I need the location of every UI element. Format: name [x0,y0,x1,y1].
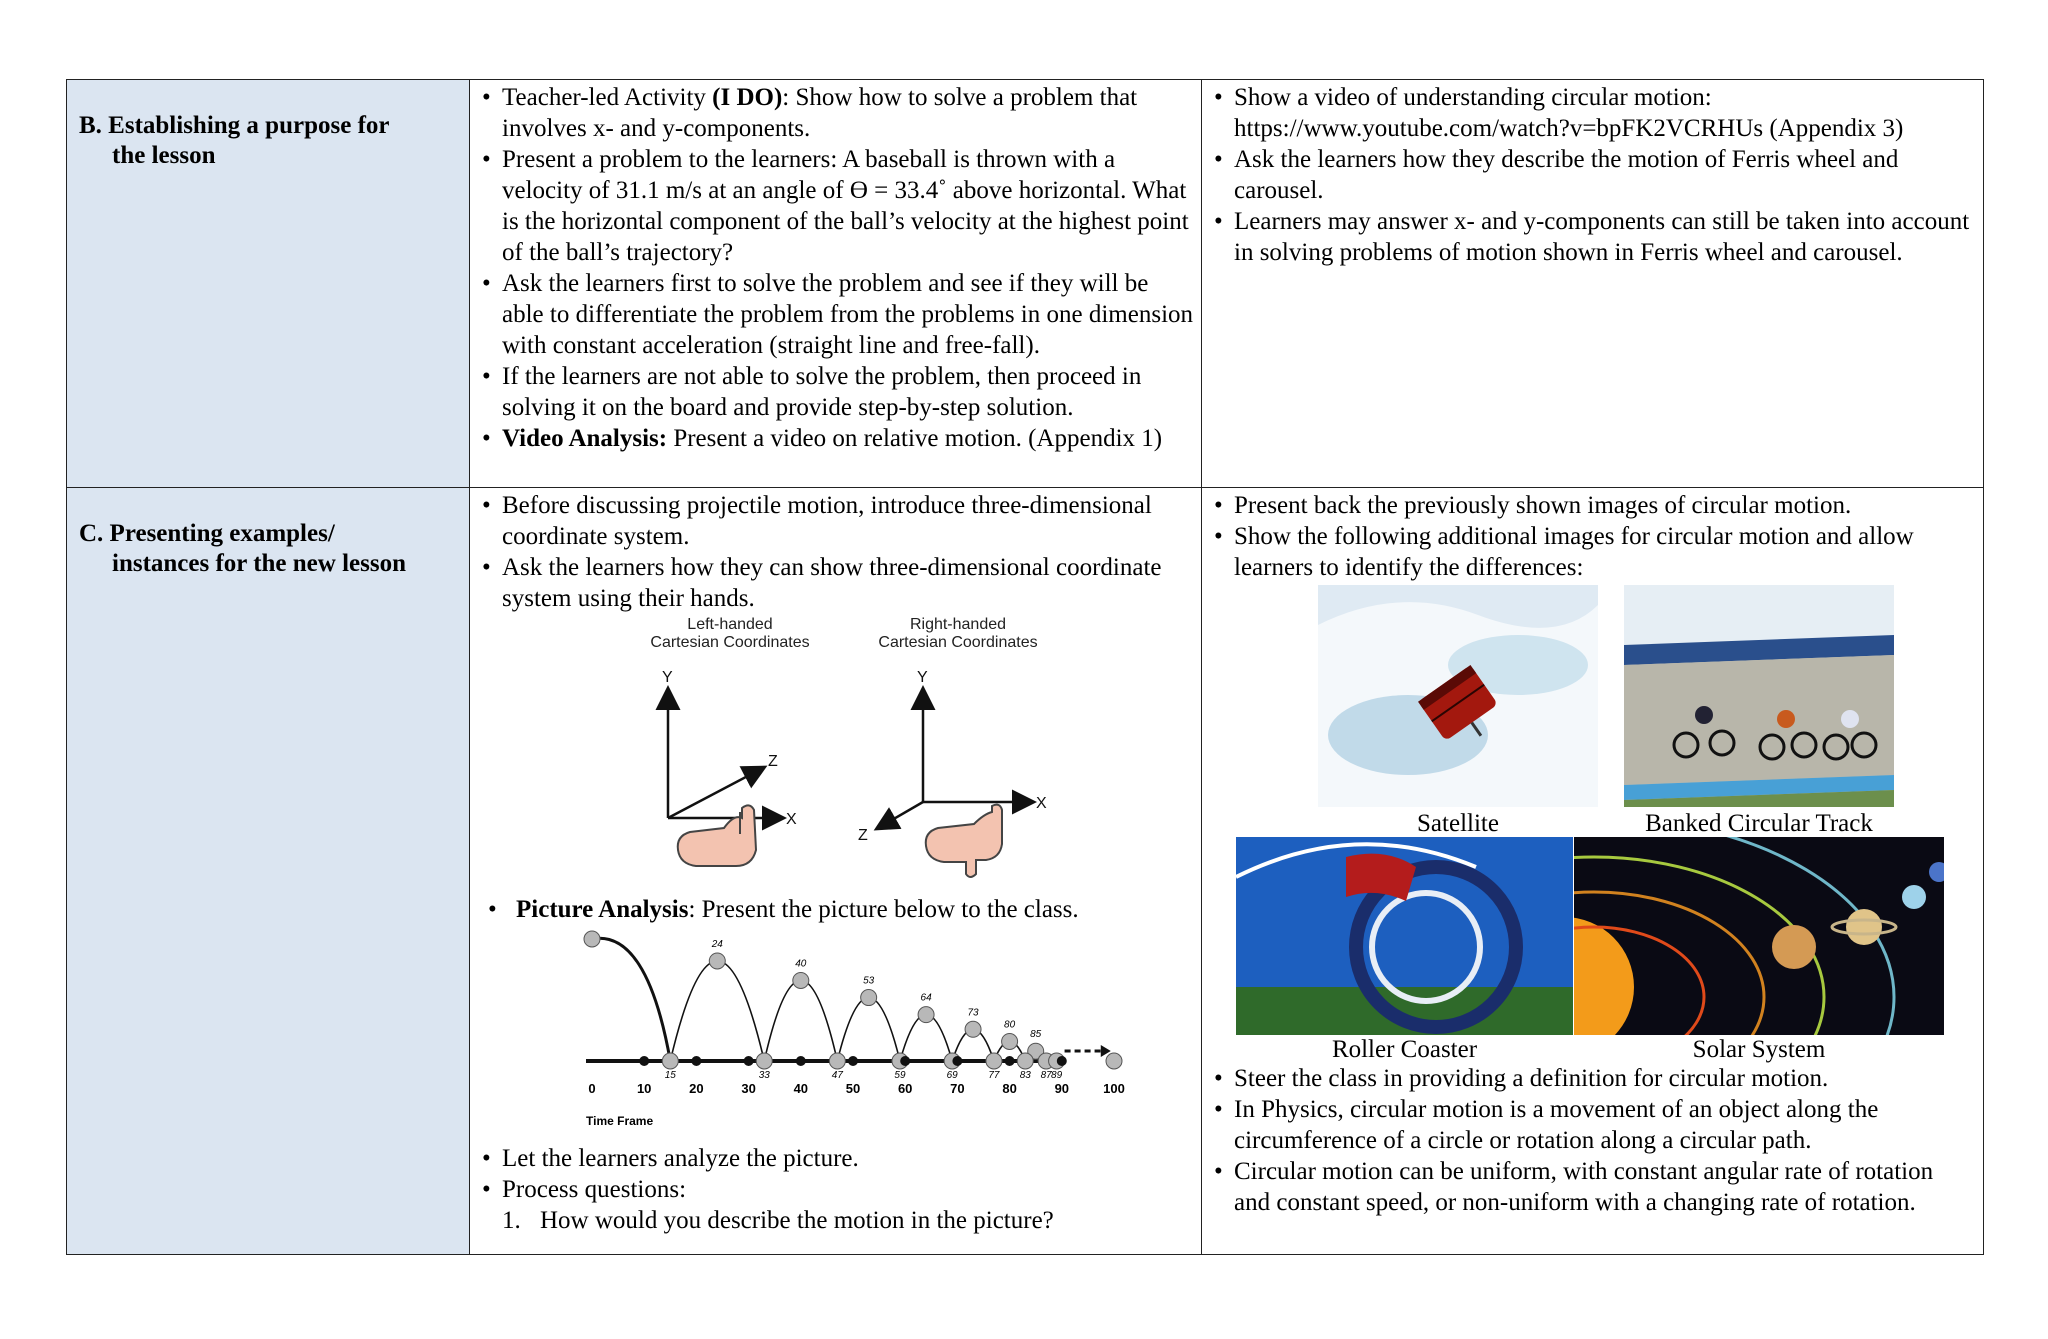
contact-label: 47 [831,1070,843,1081]
b5-text: Present a video on relative motion. (Appendix 1) [667,425,1163,452]
right-axis-y: Y [917,669,928,686]
left-hand-icon [678,805,756,866]
contact-label: 33 [758,1070,770,1081]
row-c-label-cell [67,488,470,1255]
caption-satellite: Satellite [1417,810,1499,837]
ball-apex [793,972,809,988]
right-handed-axes [878,690,1032,828]
ball-apex [709,953,725,969]
row-b-col3 [1202,80,1984,488]
apex-label: 85 [1030,1029,1042,1041]
left-handed-axes [668,690,782,818]
right-axis-x: X [1036,795,1047,812]
row-b-col2-bullet-2: • Present a problem to the learners: A baseball is thrown with a velocity of 31.1 m/s at an angle of ϴ = 33.4˚ above horizontal. What is the horizontal component of the ball’s velocity at the highest point of the ball’s trajectory? [482,144,1193,268]
tick-dot [848,1056,858,1066]
row-c-label [67,488,469,579]
bounce-arc [670,961,764,1061]
lesson-plan-table [66,79,1984,1255]
photos-row-2 [1214,837,1975,1067]
tick-label: 0 [588,1081,596,1096]
satellite-photo [1318,585,1598,807]
left-title-1: Left-handed [687,616,773,633]
question-number: 1. [502,1207,521,1234]
ball-contact [662,1053,678,1069]
contact-label: 15 [664,1070,676,1081]
row-c-col3-bullet-4: • In Physics, circular motion is a movement of an object along the circumference of a circle or rotation along a circular path. [1214,1094,1975,1156]
apex-label: 64 [920,992,932,1004]
row-b-col2-bullet-1 [482,82,1193,144]
bounce-arc [837,998,900,1061]
solar-system-photo [1574,837,1944,1035]
row-c-col3 [1202,488,1984,1255]
ball-apex [861,990,877,1006]
ball-contact [829,1053,845,1069]
tick-label: 70 [950,1081,965,1096]
ball-apex [965,1021,981,1037]
picture-analysis-bold: Picture Analysis [516,896,689,923]
coordinate-systems-figure [482,614,1194,884]
row-c-col2-bullet-2: • Ask the learners how they can show three-dimensional coordinate system using their hands. [482,552,1193,614]
ball-apex [918,1007,934,1023]
row-b-label-line1: B. Establishing a purpose for [79,112,390,139]
row-c-col2-bullet-5: • Process questions: [482,1174,1193,1205]
bouncing-ball-figure [482,929,1194,1139]
left-title-2: Cartesian Coordinates [650,634,810,651]
roller-coaster-photo [1236,837,1573,1035]
row-b-label-cell [67,80,470,488]
row-c-label-line1: C. Presenting examples/ [79,520,335,547]
row-b-col2-bullet-3: • Ask the learners first to solve the problem and see if they will be able to differentiate the problem from the problems in one dimension with constant acceleration (straight line and free-fall). [482,268,1193,361]
photos-row-1 [1214,583,1975,843]
b1-text-post: : Show how to solve a problem that involves x- and y-components. [502,84,1138,142]
b1-bold: (I DO) [712,84,783,111]
tick-label: 100 [1103,1081,1125,1096]
contact-label: 77 [988,1070,1000,1081]
row-c-col2-bullet-4: • Let the learners analyze the picture. [482,1143,1193,1174]
tick-label: 80 [1002,1081,1017,1096]
apex-label: 80 [1004,1019,1016,1031]
row-c-col2-bullet-1: • Before discussing projectile motion, introduce three-dimensional coordinate system. [482,490,1193,552]
ball-contact [1017,1053,1033,1069]
row-c-label-line2: instances for the new lesson [112,550,406,577]
row-b-col2 [470,80,1202,488]
left-axis-z: Z [768,753,778,770]
tick-dot [744,1056,754,1066]
apex-label: 53 [863,975,875,987]
bounce-arc [764,980,837,1061]
left-axis-y: Y [662,669,673,686]
row-c-col3-bullet-1: • Present back the previously shown images of circular motion. [1214,490,1975,521]
left-axis-x: X [786,811,797,828]
row-b [67,80,1984,488]
contact-label: 89 [1051,1070,1063,1081]
tick-dot [1005,1056,1015,1066]
process-question-1 [482,1205,1193,1236]
row-c-col3-bullet-3: • Steer the class in providing a definition for circular motion. [1214,1063,1975,1094]
contact-label: 83 [1019,1070,1031,1081]
banked-track-photo [1624,585,1894,807]
picture-analysis-text: : Present the picture below to the class. [688,896,1079,923]
row-b-col2-bullet-5 [482,423,1193,454]
ball-start [584,931,600,947]
tick-dot [796,1056,806,1066]
ball-apex [1002,1033,1018,1049]
question-text: How would you describe the motion in the picture? [540,1207,1054,1234]
row-b-col3-bullet-1 [1214,82,1975,144]
row-b-label-line2: the lesson [112,142,216,169]
contact-label: 87 [1040,1070,1052,1081]
tick-label: 50 [845,1081,861,1096]
contact-label: 59 [894,1070,906,1081]
tick-dot [691,1056,701,1066]
contact-label: 69 [946,1070,958,1081]
tick-dot [1057,1056,1067,1066]
row-b-col3-bullet-2: • Ask the learners how they describe the motion of Ferris wheel and carousel. [1214,144,1975,206]
caption-coaster: Roller Coaster [1331,1036,1478,1063]
tick-label: 30 [741,1081,756,1096]
right-axis-z: Z [858,827,868,844]
b5-bold: Video Analysis: [502,425,668,452]
ball-end [1106,1053,1122,1069]
ball-contact [986,1053,1002,1069]
tick-label: 40 [793,1081,809,1096]
timeline-title: Time Frame [586,1114,654,1128]
ball-contact [756,1053,772,1069]
row-b-col3-bullet-3: • Learners may answer x- and y-components can still be taken into account in solving problems of motion shown in Ferris wheel and carousel. [1214,206,1975,268]
row-c-col2 [470,488,1202,1255]
tick-dot [639,1056,649,1066]
video-link[interactable]: https://www.youtube.com/watch?v=bpFK2VCRHUs (Appendix 3) [1234,115,1904,142]
right-title-1: Right-handed [909,616,1007,633]
tick-dot [952,1056,962,1066]
row-c-col3-bullet-5: • Circular motion can be uniform, with constant angular rate of rotation and constant speed, or non-uniform with a changing rate of rotation. [1214,1156,1975,1218]
tick-dot [900,1056,910,1066]
right-hand-icon [926,805,1002,877]
row-b-label [67,80,469,171]
caption-banked: Banked Circular Track [1645,810,1873,837]
b1-text: Teacher-led Activity [502,84,713,111]
caption-solar: Solar System [1692,1036,1826,1063]
tick-label: 60 [897,1081,913,1096]
row-b-col2-bullet-4: • If the learners are not able to solve the problem, then proceed in solving it on the board and provide step-by-step solution. [482,361,1193,423]
apex-label: 73 [967,1007,979,1019]
right-title-2: Cartesian Coordinates [878,634,1038,651]
row-c-col3-bullet-2: • Show the following additional images for circular motion and allow learners to identify the differences: [1214,521,1975,583]
apex-label: 40 [795,958,807,970]
row-c [67,488,1984,1255]
tick-label: 90 [1054,1081,1070,1096]
apex-label: 24 [711,938,723,950]
tick-label: 20 [689,1081,704,1096]
row-c-col2-bullet-3 [482,894,1193,925]
bounce-arc [592,938,670,1061]
tick-label: 10 [636,1081,652,1096]
video-intro: Show a video of understanding circular motion: [1234,84,1712,111]
